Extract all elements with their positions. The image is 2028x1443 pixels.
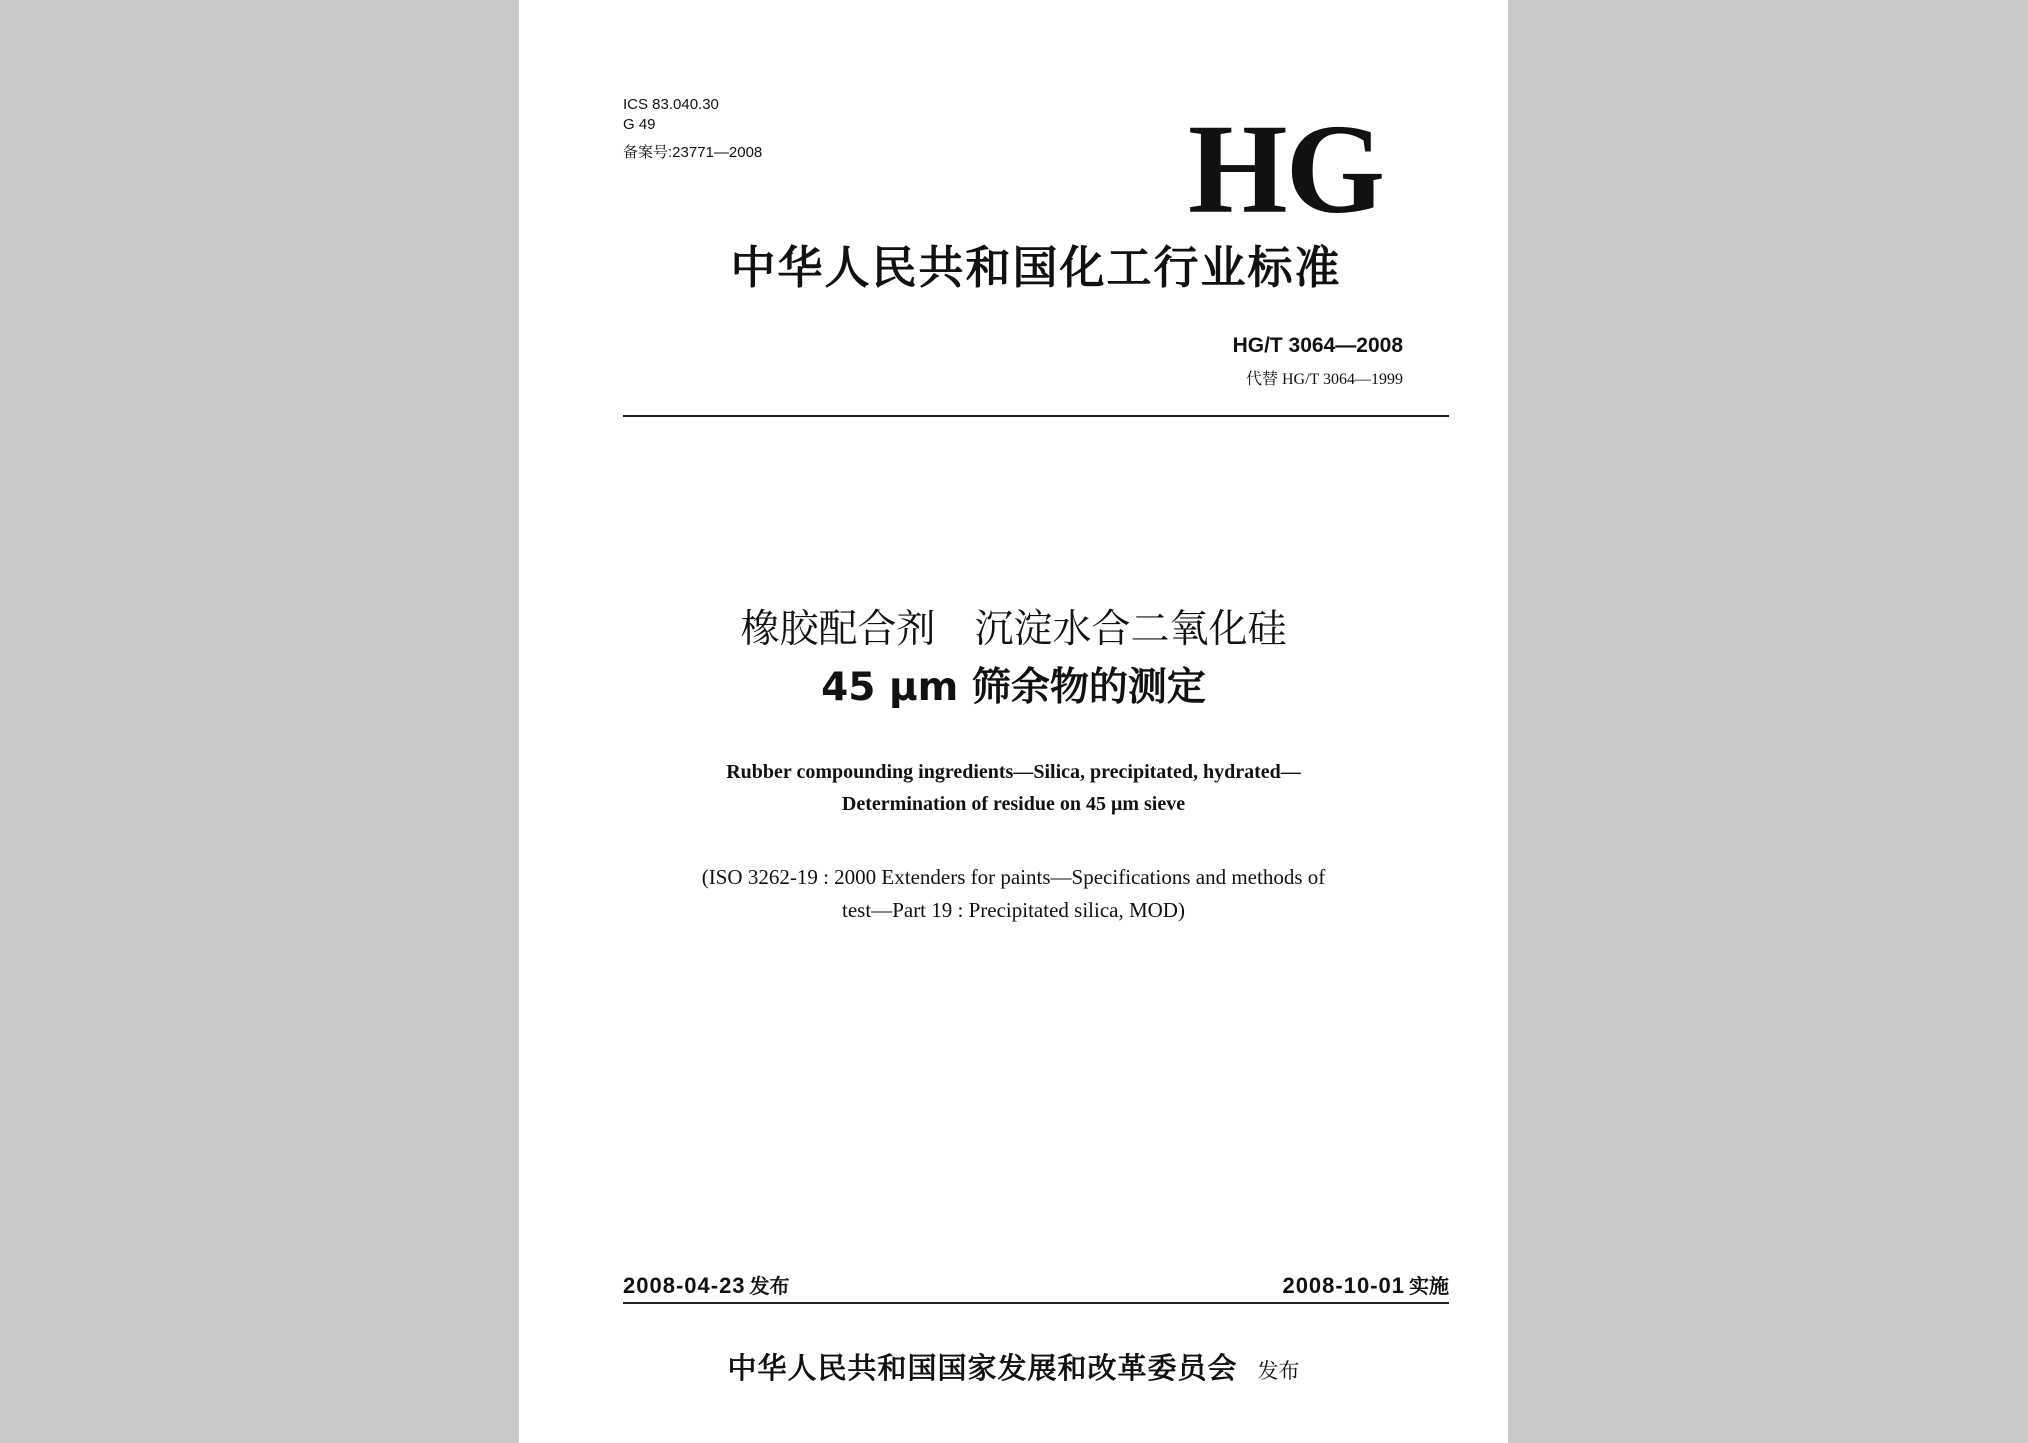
iso-reference-line2: test—Part 19 : Precipitated silica, MOD)	[842, 898, 1185, 922]
replaces-code: 代替 HG/T 3064—1999	[1245, 371, 1403, 388]
ics-number: ICS 83.040.30	[623, 96, 719, 113]
iso-reference-line1: (ISO 3262-19 : 2000 Extenders for paints—Specifications and methods of	[701, 865, 1326, 889]
header-rule	[623, 415, 1449, 417]
filing-number: 备案号:23771—2008	[623, 144, 763, 161]
english-title-line1: Rubber compounding ingredients—Silica, precipitated, hydrated—	[726, 761, 1301, 783]
issue-date	[623, 1272, 790, 1300]
chinese-title-line1: 橡胶配合剂 沉淀水合二氧化硅	[740, 607, 1287, 652]
publisher-action: 发布	[1257, 1359, 1300, 1383]
chinese-title-line2: 45 μm 筛余物的测定	[821, 665, 1206, 710]
effective-date-value: 2008-10-01	[1282, 1273, 1405, 1298]
issue-date-label: 发布	[749, 1274, 790, 1298]
publisher-name: 中华人民共和国国家发展和改革委员会	[727, 1351, 1238, 1385]
standard-code: HG/T 3064—2008	[1232, 334, 1403, 357]
effective-date-label: 实施	[1409, 1274, 1449, 1298]
footer-rule	[623, 1302, 1449, 1304]
publisher	[519, 1348, 1508, 1391]
standard-title: 中华人民共和国化工行业标准	[730, 241, 1342, 294]
hg-logo: HG	[1188, 98, 1384, 240]
issue-date-value: 2008-04-23	[623, 1273, 746, 1298]
document-page	[519, 0, 1508, 1443]
effective-date	[1282, 1272, 1449, 1300]
english-title-line2: Determination of residue on 45 μm sieve	[841, 793, 1186, 815]
ccs-number: G 49	[623, 116, 656, 133]
